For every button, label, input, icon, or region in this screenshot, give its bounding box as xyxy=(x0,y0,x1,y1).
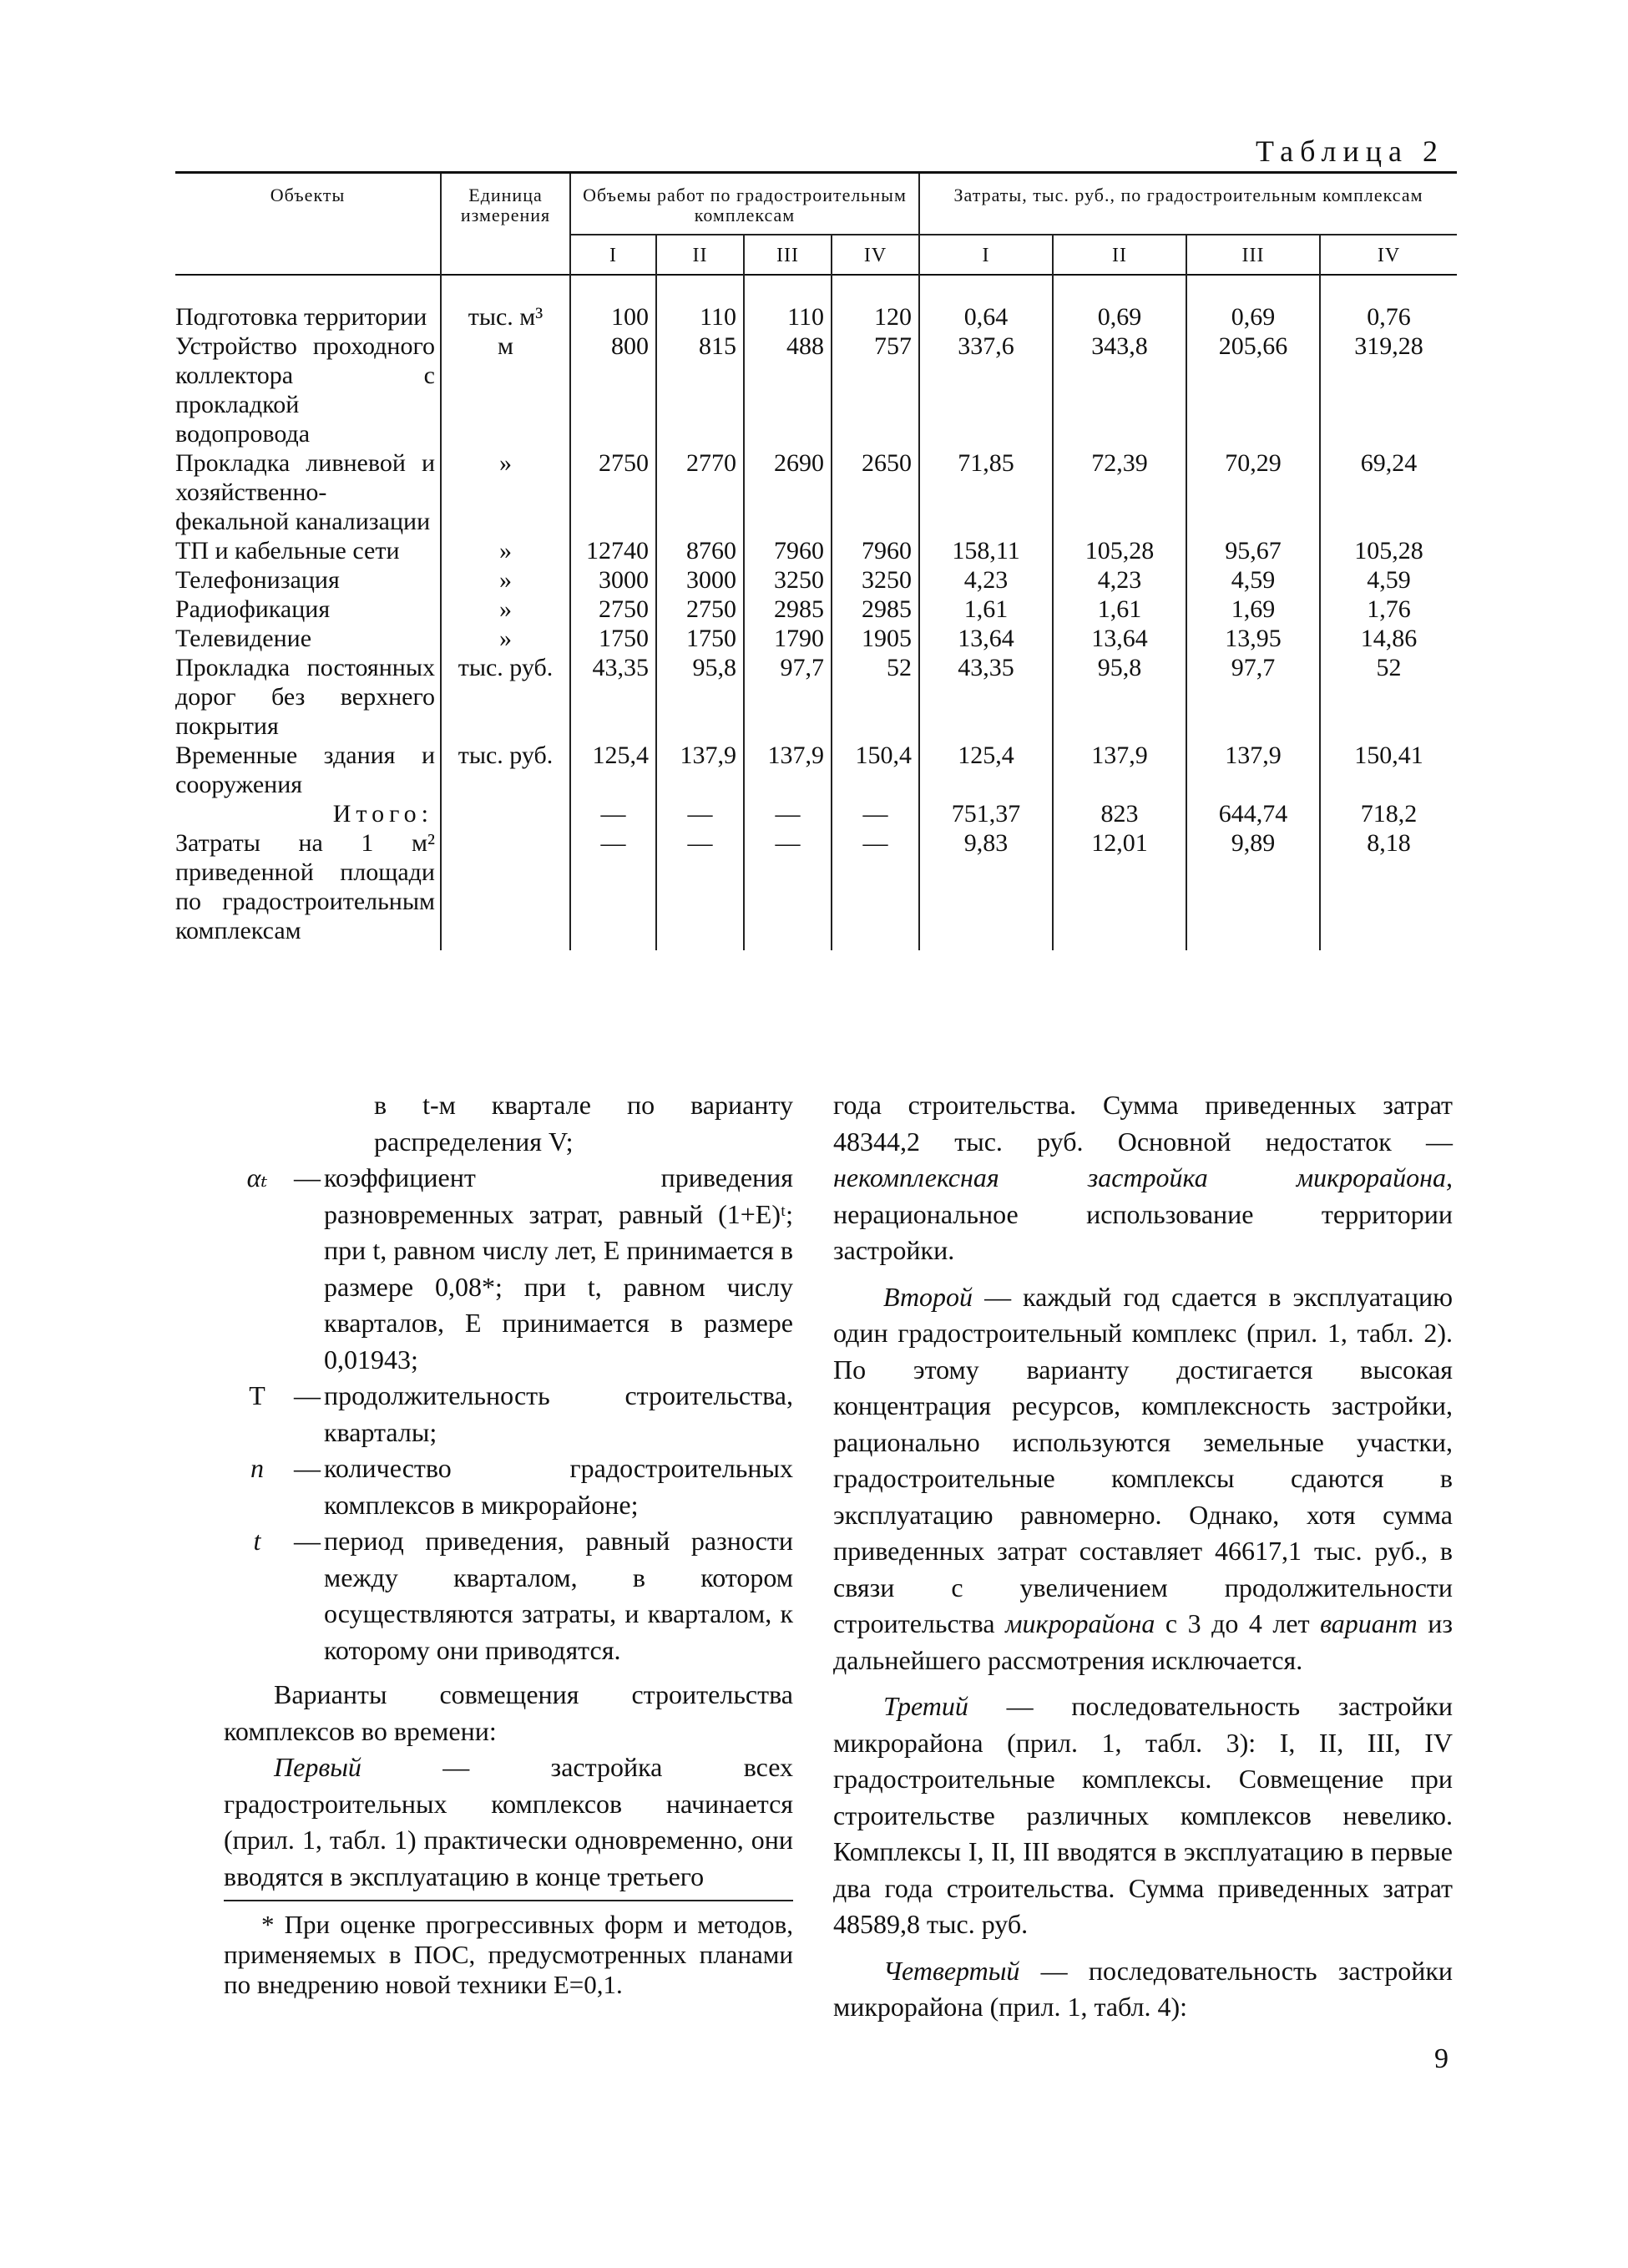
per-m2-label: Затраты на 1 м² приведенной площади по градостроительным комплексам xyxy=(175,828,441,950)
header-vol-complex: I xyxy=(570,235,656,275)
table-row xyxy=(175,565,1457,595)
row-cost: 71,85 xyxy=(919,448,1053,536)
per-m2-cost: 9,83 xyxy=(919,828,1053,950)
variant-second: Второй — каждый год сдается в эксплуатацию один градостроительный комплекс (прил. 1, табл. 2). По этому варианту достигается высокая концентрация ресурсов, комплексность застройки, рационально используются земельные участки, градостроительные комплексы сдаются в эксплуатацию равномерно. Однако, хотя сумма приведенных затрат составляет 46617,1 тыс. руб., в связи с увеличением продолжительности строительства микрорайона с 3 до 4 лет вариант из дальнейшего рассмотрения исключается. xyxy=(833,1281,1454,1675)
row-volume: 12740 xyxy=(570,536,656,565)
row-volume: 7960 xyxy=(744,536,832,565)
per-m2-volume: — xyxy=(570,828,656,950)
row-volume: 100 xyxy=(570,275,656,332)
row-cost: 158,11 xyxy=(919,536,1053,565)
table-row xyxy=(175,332,1457,448)
row-volume: 815 xyxy=(656,332,744,448)
row-object: Устройство проходного коллектора с прокладкой водопровода xyxy=(175,332,441,448)
row-volume: 52 xyxy=(832,653,919,741)
row-cost: 137,9 xyxy=(1053,741,1186,799)
total-cost: 718,2 xyxy=(1360,800,1418,828)
table-row xyxy=(175,275,1457,332)
table-row xyxy=(175,624,1457,653)
header-cost-complex: II xyxy=(1053,235,1186,275)
row-cost: 1,61 xyxy=(919,595,1053,624)
row-volume: 8760 xyxy=(656,536,744,565)
row-cost: 13,95 xyxy=(1186,624,1320,653)
total-label: Итого: xyxy=(175,799,441,828)
total-row xyxy=(175,799,1457,828)
row-cost: 1,76 xyxy=(1367,595,1411,623)
row-volume: 120 xyxy=(832,275,919,332)
row-cost: 0,64 xyxy=(919,275,1053,332)
header-cost-complex: IV xyxy=(1377,245,1401,266)
row-cost: 70,29 xyxy=(1186,448,1320,536)
row-cost: 4,23 xyxy=(1053,565,1186,595)
row-object: Прокладка постоянных дорог без верхнего покрытия xyxy=(175,653,441,741)
row-cost: 125,4 xyxy=(919,741,1053,799)
row-volume: 2770 xyxy=(656,448,744,536)
row-cost: 105,28 xyxy=(1354,537,1423,564)
row-volume: 43,35 xyxy=(570,653,656,741)
table-caption: Таблица 2 xyxy=(1256,134,1444,168)
total-cost: 823 xyxy=(1053,799,1186,828)
header-volumes: Объемы работ по градостроительным комплексам xyxy=(570,173,919,235)
row-cost: 319,28 xyxy=(1354,332,1423,360)
row-volume: 110 xyxy=(744,275,832,332)
definition-continuation: в t-м квартале по варианту распределения V; xyxy=(374,1090,793,1157)
row-volume: 125,4 xyxy=(570,741,656,799)
row-cost: 1,69 xyxy=(1186,595,1320,624)
header-vol-complex: IV xyxy=(832,235,919,275)
table-row xyxy=(175,653,1457,741)
row-volume: 3000 xyxy=(656,565,744,595)
variant-first: Первый — застройка всех градостроительных комплексов начинается (прил. 1, табл. 1) практически одновременно, они вводятся в эксплуатацию в конце третьего xyxy=(224,1752,793,1891)
variant-fourth: Четвертый — последовательность застройки микрорайона (прил. 1, табл. 4): xyxy=(833,1955,1453,2022)
row-volume: 137,9 xyxy=(656,741,744,799)
definition-t: t — период приведения, равный разности между кварталом, в котором осуществляются затраты, и кварталом, к которому они приводятся. xyxy=(253,1526,793,1665)
header-cost-complex: III xyxy=(1186,235,1320,275)
row-object: Телефонизация xyxy=(175,565,441,595)
total-cost: 751,37 xyxy=(919,799,1053,828)
row-volume: 2985 xyxy=(744,595,832,624)
row-volume: 2750 xyxy=(570,595,656,624)
row-volume: 3000 xyxy=(570,565,656,595)
row-volume: 1905 xyxy=(832,624,919,653)
row-volume: 800 xyxy=(570,332,656,448)
total-volume: — xyxy=(570,799,656,828)
row-cost: 13,64 xyxy=(919,624,1053,653)
row-cost: 52 xyxy=(1376,654,1402,681)
per-m2-volume: — xyxy=(744,828,832,950)
header-cost-complex: I xyxy=(919,235,1053,275)
row-volume: 7960 xyxy=(832,536,919,565)
row-cost: 0,76 xyxy=(1367,303,1411,331)
row-cost: 72,39 xyxy=(1053,448,1186,536)
per-m2-volume: — xyxy=(656,828,744,950)
right-column xyxy=(833,1087,1453,2026)
row-cost: 205,66 xyxy=(1186,332,1320,448)
row-cost: 43,35 xyxy=(919,653,1053,741)
row-cost: 1,61 xyxy=(1053,595,1186,624)
row-cost: 97,7 xyxy=(1186,653,1320,741)
total-volume: — xyxy=(744,799,832,828)
definition-alpha: αₜ — коэффициент приведения разновременных затрат, равный (1+Е)ᵗ; при t, равном числу лет, Е принимается в размере 0,08*; при t, равном числу кварталов, Е принимается в размере 0,01943; xyxy=(246,1162,793,1374)
header-vol-complex: II xyxy=(656,235,744,275)
per-m2-row xyxy=(175,828,1457,950)
row-volume: 3250 xyxy=(744,565,832,595)
row-cost: 69,24 xyxy=(1360,449,1418,477)
row-volume: 2750 xyxy=(656,595,744,624)
row-unit: » xyxy=(441,448,570,536)
row-object: Временные здания и сооружения xyxy=(175,741,441,799)
footnote: * При оценке прогрессивных форм и методов, применяемых в ПОС, предусмотренных планами по внедрению новой техники Е=0,1. xyxy=(224,1910,793,1999)
definition-T: T — продолжительность строительства, кварталы; xyxy=(249,1380,793,1447)
row-volume: 2750 xyxy=(570,448,656,536)
variants-intro: Варианты совмещения строительства комплексов во времени: xyxy=(224,1679,793,1746)
left-column xyxy=(224,1087,793,2000)
row-cost: 0,69 xyxy=(1186,275,1320,332)
row-volume: 95,8 xyxy=(656,653,744,741)
total-volume: — xyxy=(832,799,919,828)
row-unit: » xyxy=(441,624,570,653)
per-m2-volume: — xyxy=(832,828,919,950)
row-cost: 137,9 xyxy=(1186,741,1320,799)
row-object: Телевидение xyxy=(175,624,441,653)
row-volume: 757 xyxy=(832,332,919,448)
row-volume: 2985 xyxy=(832,595,919,624)
row-volume: 97,7 xyxy=(744,653,832,741)
row-cost: 4,59 xyxy=(1367,566,1411,594)
row-object: Радиофикация xyxy=(175,595,441,624)
header-objects: Объекты xyxy=(175,173,441,276)
row-volume: 3250 xyxy=(832,565,919,595)
row-unit: м xyxy=(441,332,570,448)
definition-n: n — количество градостроительных комплексов в микрорайоне; xyxy=(250,1453,793,1520)
header-costs: Затраты, тыс. руб., по градостроительным комплексам xyxy=(919,173,1457,235)
per-m2-cost: 8,18 xyxy=(1367,829,1411,857)
row-volume: 137,9 xyxy=(744,741,832,799)
row-volume: 488 xyxy=(744,332,832,448)
row-cost: 4,23 xyxy=(919,565,1053,595)
header-vol-complex: III xyxy=(744,235,832,275)
row-unit: » xyxy=(441,536,570,565)
table-row xyxy=(175,595,1457,624)
variant-third: Третий — последовательность застройки микрорайона (прил. 1, табл. 3): I, II, III, IV градостроительные комплексы. Совмещение при строительстве различных комплексов невелико. Комплексы I, II, III вводятся в эксплуатацию в первые два года строительства. Сумма приведенных затрат 48589,8 тыс. руб. xyxy=(833,1691,1453,1939)
header-unit: Единица измерения xyxy=(441,173,570,276)
row-volume: 2690 xyxy=(744,448,832,536)
row-volume: 110 xyxy=(656,275,744,332)
total-cost: 644,74 xyxy=(1186,799,1320,828)
variant-first-continued: года строительства. Сумма приведенных затрат 48344,2 тыс. руб. Основной недостаток — некомплексная застройка микрорайона, нерациональное использование территории застройки. xyxy=(833,1090,1453,1265)
row-cost: 337,6 xyxy=(919,332,1053,448)
row-volume: 1790 xyxy=(744,624,832,653)
row-cost: 0,69 xyxy=(1053,275,1186,332)
row-cost: 13,64 xyxy=(1053,624,1186,653)
table-row xyxy=(175,536,1457,565)
row-unit: » xyxy=(441,565,570,595)
data-table xyxy=(175,171,1457,950)
per-m2-unit xyxy=(441,828,570,950)
table-row xyxy=(175,741,1457,799)
row-cost: 95,8 xyxy=(1053,653,1186,741)
row-volume: 2650 xyxy=(832,448,919,536)
row-unit: » xyxy=(441,595,570,624)
total-volume: — xyxy=(656,799,744,828)
page-number: 9 xyxy=(1434,2043,1449,2074)
table-row xyxy=(175,448,1457,536)
footnote-rule xyxy=(224,1900,793,1901)
row-unit: тыс. руб. xyxy=(441,741,570,799)
per-m2-cost: 12,01 xyxy=(1053,828,1186,950)
row-volume: 150,4 xyxy=(832,741,919,799)
row-cost: 150,41 xyxy=(1354,742,1423,769)
row-cost: 105,28 xyxy=(1053,536,1186,565)
row-object: ТП и кабельные сети xyxy=(175,536,441,565)
row-cost: 95,67 xyxy=(1186,536,1320,565)
row-cost: 14,86 xyxy=(1360,625,1418,652)
row-unit: тыс. руб. xyxy=(441,653,570,741)
row-volume: 1750 xyxy=(656,624,744,653)
row-object: Подготовка территории xyxy=(175,275,441,332)
total-unit xyxy=(441,799,570,828)
row-cost: 343,8 xyxy=(1053,332,1186,448)
row-volume: 1750 xyxy=(570,624,656,653)
row-object: Прокладка ливневой и хозяйственно-фекальной канализации xyxy=(175,448,441,536)
row-cost: 4,59 xyxy=(1186,565,1320,595)
per-m2-cost: 9,89 xyxy=(1186,828,1320,950)
row-unit: тыс. м³ xyxy=(441,275,570,332)
